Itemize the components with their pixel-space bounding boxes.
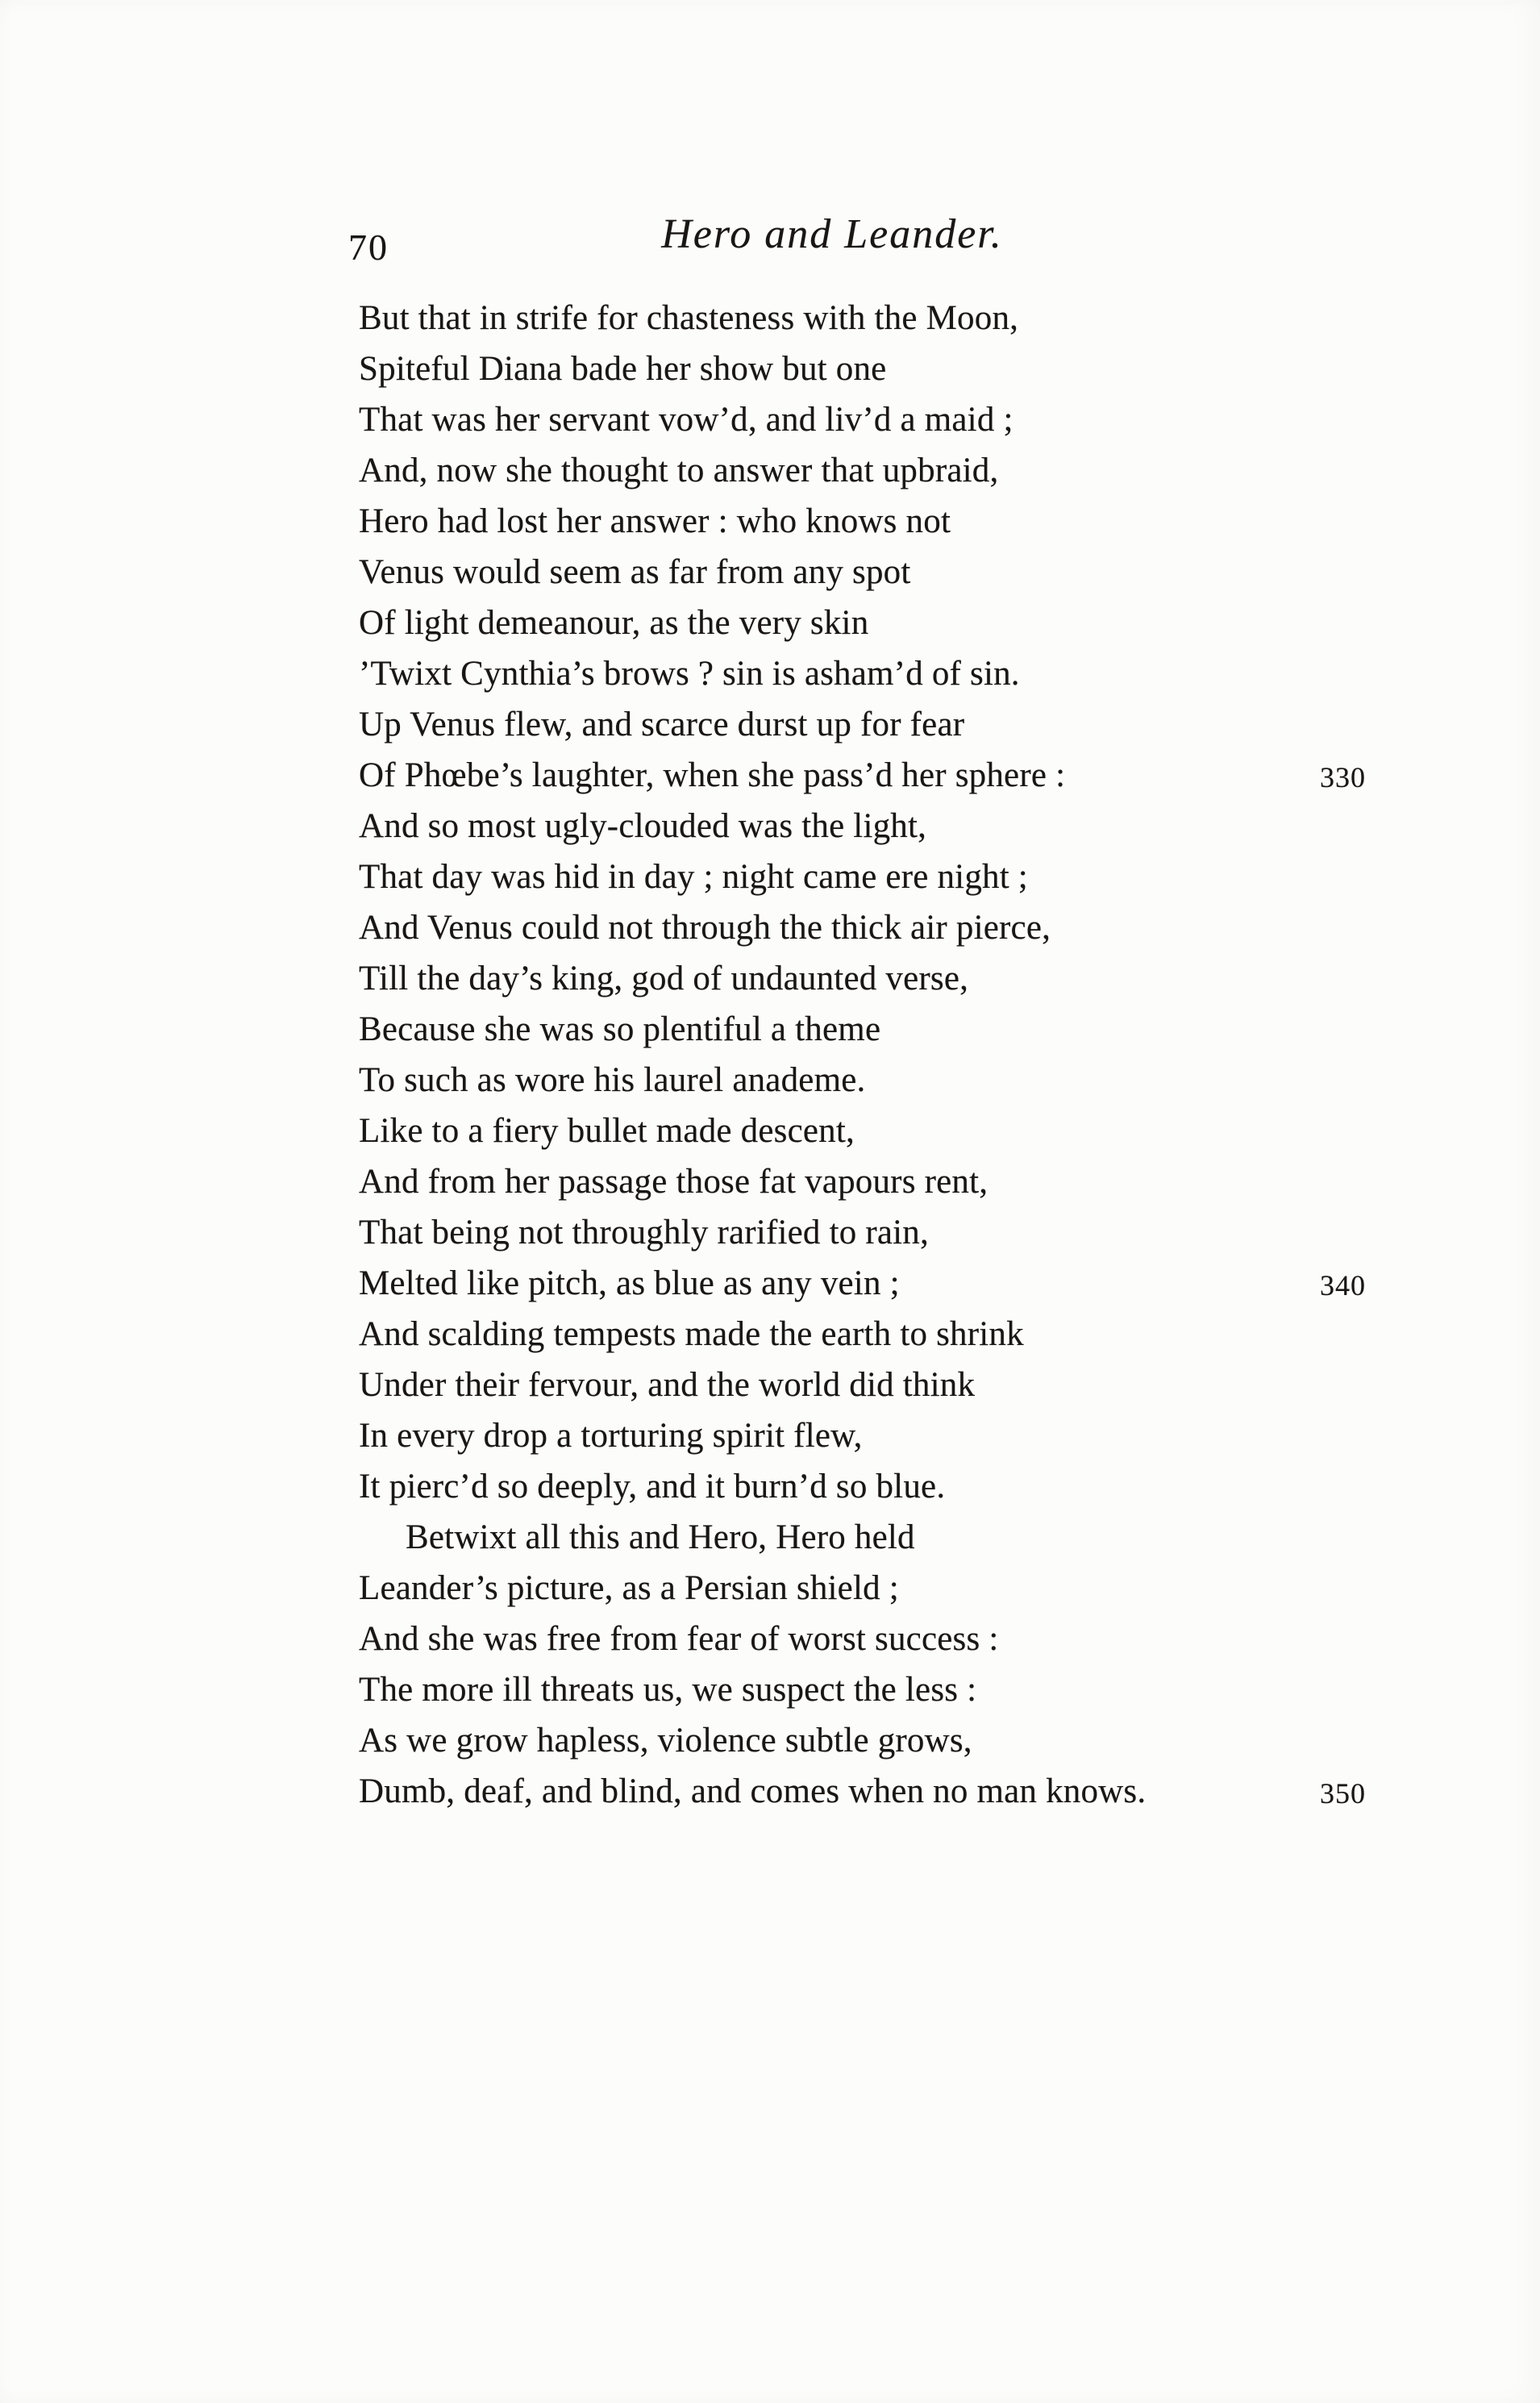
poem-line — [359, 1055, 1399, 1106]
poem-line-text: And so most ugly-clouded was the light, — [359, 807, 927, 845]
poem-line — [359, 1309, 1399, 1360]
page-number: 70 — [348, 227, 389, 268]
poem-line-text: And scalding tempests made the earth to shrink — [359, 1315, 1024, 1353]
poem-line-text: And Venus could not through the thick air pierce, — [359, 909, 1051, 947]
poem-line — [359, 902, 1399, 953]
poem — [359, 293, 1399, 1817]
poem-line-text: Like to a fiery bullet made descent, — [359, 1112, 855, 1150]
poem-line — [359, 1106, 1399, 1156]
poem-line-text: In every drop a torturing spirit flew, — [359, 1417, 863, 1455]
poem-line-text: Spiteful Diana bade her show but one — [359, 350, 887, 388]
poem-line — [359, 1004, 1399, 1055]
poem-line-text: That being not throughly rarified to rain, — [359, 1214, 929, 1251]
line-number-marker: 340 — [1320, 1269, 1366, 1301]
poem-line-text: Up Venus flew, and scarce durst up for fear — [359, 706, 965, 743]
poem-line-text: That day was hid in day ; night came ere night ; — [359, 858, 1028, 896]
page-header — [348, 203, 1316, 266]
poem-line-text: And she was free from fear of worst success : — [359, 1620, 999, 1658]
poem-line — [359, 1207, 1399, 1258]
poem-line — [359, 1563, 1399, 1614]
poem-line-text: Venus would seem as far from any spot — [359, 553, 911, 591]
poem-line — [359, 1512, 1399, 1563]
poem-line-text: Leander’s picture, as a Persian shield ; — [359, 1569, 899, 1607]
poem-line — [359, 1715, 1399, 1766]
poem-line-text: Because she was so plentiful a theme — [359, 1010, 881, 1048]
line-number-marker: 350 — [1320, 1777, 1366, 1810]
poem-line-text: Hero had lost her answer : who knows not — [359, 502, 951, 540]
poem-line — [359, 801, 1399, 852]
poem-line-text: It pierc’d so deeply, and it burn’d so blue. — [359, 1468, 946, 1506]
poem-line-text: Melted like pitch, as blue as any vein ; — [359, 1264, 900, 1302]
poem-line-text: And from her passage those fat vapours rent, — [359, 1163, 989, 1201]
poem-line-text: Of Phœbe’s laughter, when she pass’d her sphere : — [359, 756, 1066, 794]
poem-line-text: Of light demeanour, as the very skin — [359, 604, 869, 642]
poem-line-text: That was her servant vow’d, and liv’d a maid ; — [359, 401, 1013, 439]
poem-line-text: And, now she thought to answer that upbraid, — [359, 452, 999, 489]
poem-line-text: Under their fervour, and the world did think — [359, 1366, 976, 1404]
poem-line — [359, 344, 1399, 394]
poem-line-text: Betwixt all this and Hero, Hero held — [406, 1518, 915, 1556]
poem-line — [359, 648, 1399, 699]
poem-line — [359, 394, 1399, 445]
poem-line-text: As we grow hapless, violence subtle grows, — [359, 1722, 972, 1760]
poem-line — [359, 1766, 1399, 1817]
poem-line-text: Till the day’s king, god of undaunted verse, — [359, 960, 969, 997]
poem-line — [359, 1156, 1399, 1207]
poem-line — [359, 445, 1399, 496]
poem-line — [359, 547, 1399, 598]
poem-line — [359, 1360, 1399, 1410]
poem-line — [359, 496, 1399, 547]
poem-line — [359, 598, 1399, 648]
poem-line-text: But that in strife for chasteness with the Moon, — [359, 299, 1019, 337]
poem-line — [359, 953, 1399, 1004]
poem-line-text: To such as wore his laurel anademe. — [359, 1061, 866, 1099]
poem-line-text: Dumb, deaf, and blind, and comes when no man knows. — [359, 1772, 1147, 1810]
poem-line — [359, 293, 1399, 344]
running-title: Hero and Leander. — [661, 211, 1003, 257]
line-number-marker: 330 — [1320, 761, 1366, 793]
poem-line — [359, 1614, 1399, 1664]
poem-line — [359, 1410, 1399, 1461]
poem-line-text: ’Twixt Cynthia’s brows ? sin is asham’d of sin. — [359, 655, 1020, 693]
poem-line — [359, 852, 1399, 902]
poem-line — [359, 750, 1399, 801]
poem-line-text: The more ill threats us, we suspect the less : — [359, 1671, 977, 1709]
poem-line — [359, 1461, 1399, 1512]
poem-line — [359, 1258, 1399, 1309]
poem-line — [359, 699, 1399, 750]
poem-line — [359, 1664, 1399, 1715]
